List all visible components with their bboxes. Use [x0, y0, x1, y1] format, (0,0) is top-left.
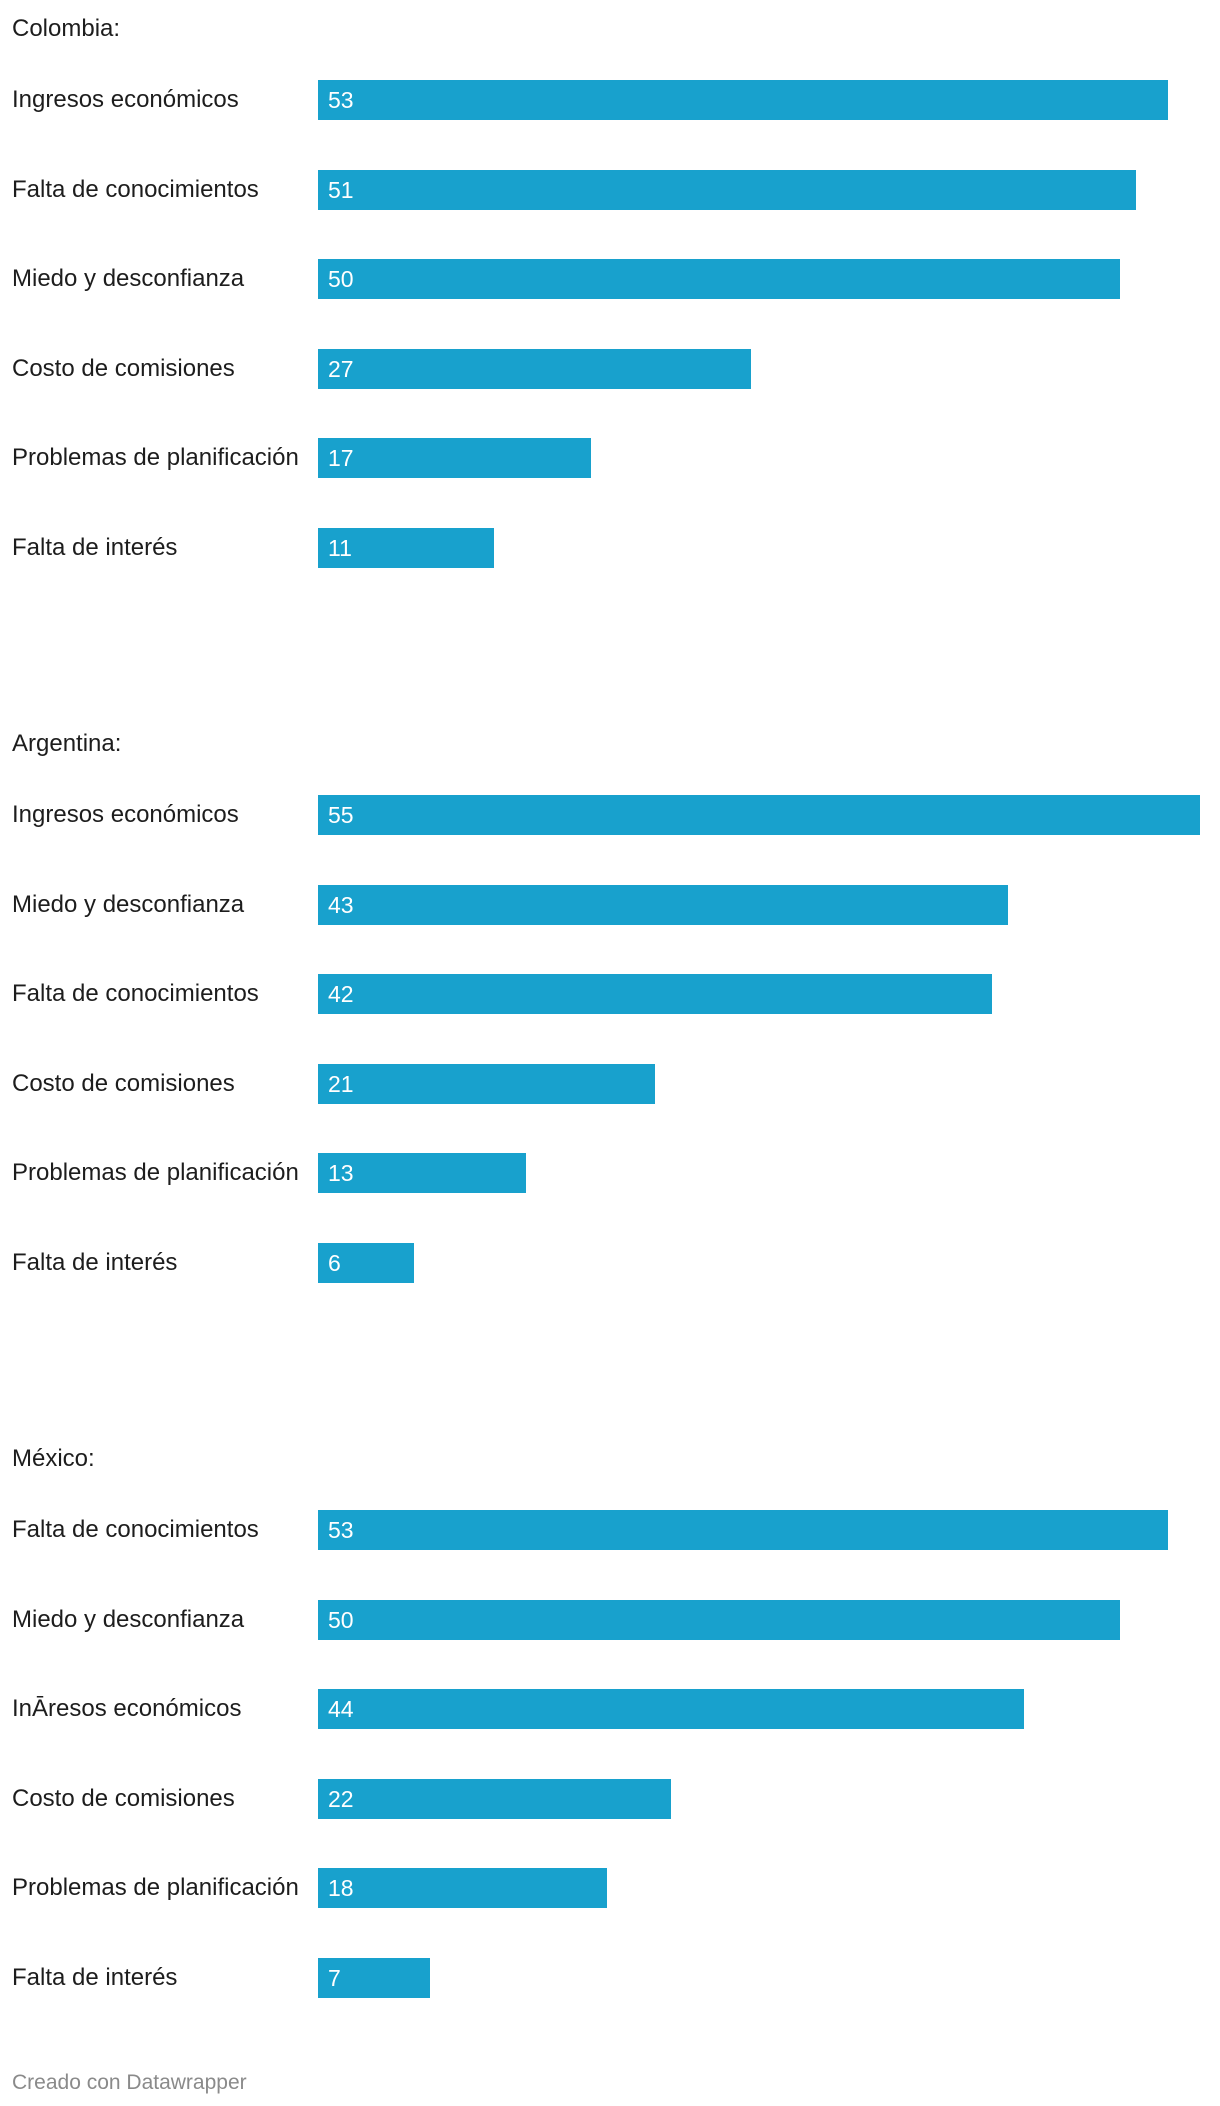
chart-title: Colombia:: [12, 15, 121, 42]
category-label: Ingresos económicos: [12, 86, 239, 113]
bar-value-label: 21: [328, 1070, 354, 1097]
bar-value-label: 44: [328, 1696, 354, 1722]
bar-value-label: 18: [328, 1875, 354, 1901]
bar: [318, 170, 1136, 210]
bar-value-label: 27: [328, 355, 354, 382]
category-label: Falta de conocimientos: [12, 175, 259, 203]
bar: [318, 438, 591, 478]
bar: [318, 1064, 655, 1104]
category-label: Problemas de planificación: [12, 444, 299, 471]
bar: [318, 259, 1120, 299]
bar: [318, 1868, 607, 1908]
bar: [318, 795, 1200, 835]
bar-value-label: 50: [328, 1606, 354, 1633]
category-label: Falta de conocimientos: [12, 1516, 259, 1543]
bar-value-label: 13: [328, 1160, 354, 1186]
category-label: Falta de interés: [12, 533, 178, 561]
bar: [318, 885, 1008, 925]
category-label: Problemas de planificación: [12, 1874, 299, 1901]
category-label: Falta de interés: [12, 1248, 178, 1276]
bar-value-label: 17: [328, 445, 354, 471]
bar: [318, 974, 992, 1014]
bar-value-label: 22: [328, 1785, 354, 1812]
bar: [318, 1689, 1024, 1729]
category-label: Miedo y desconfianza: [12, 1605, 245, 1633]
bar: [318, 80, 1168, 120]
chart-title: México:: [12, 1445, 95, 1472]
bar-value-label: 53: [328, 87, 354, 113]
bar: [318, 1600, 1120, 1640]
bar-value-label: 51: [328, 176, 354, 203]
category-label: Miedo y desconfianza: [12, 265, 245, 292]
category-label: Miedo y desconfianza: [12, 890, 245, 918]
chart-title: Argentina:: [12, 730, 122, 757]
category-label: Costo de comisiones: [12, 354, 235, 382]
bar-value-label: 50: [328, 266, 354, 292]
category-label: InĀresos económicos: [12, 1695, 242, 1722]
category-label: Costo de comisiones: [12, 1784, 235, 1812]
bar-value-label: 43: [328, 891, 354, 918]
category-label: Falta de interés: [12, 1963, 178, 1991]
category-label: Ingresos económicos: [12, 801, 239, 828]
datawrapper-credit: Creado con Datawrapper: [12, 2071, 247, 2094]
bar-value-label: 7: [328, 1964, 341, 1991]
category-label: Problemas de planificación: [12, 1159, 299, 1186]
bar: [318, 1779, 671, 1819]
bar-value-label: 55: [328, 802, 354, 828]
bar-value-label: 53: [328, 1517, 354, 1543]
category-label: Costo de comisiones: [12, 1069, 235, 1097]
category-label: Falta de conocimientos: [12, 980, 259, 1007]
bar-value-label: 42: [328, 981, 354, 1007]
bar-value-label: 11: [328, 534, 352, 561]
bar: [318, 1510, 1168, 1550]
bar-value-label: 6: [328, 1249, 341, 1276]
bar: [318, 349, 751, 389]
